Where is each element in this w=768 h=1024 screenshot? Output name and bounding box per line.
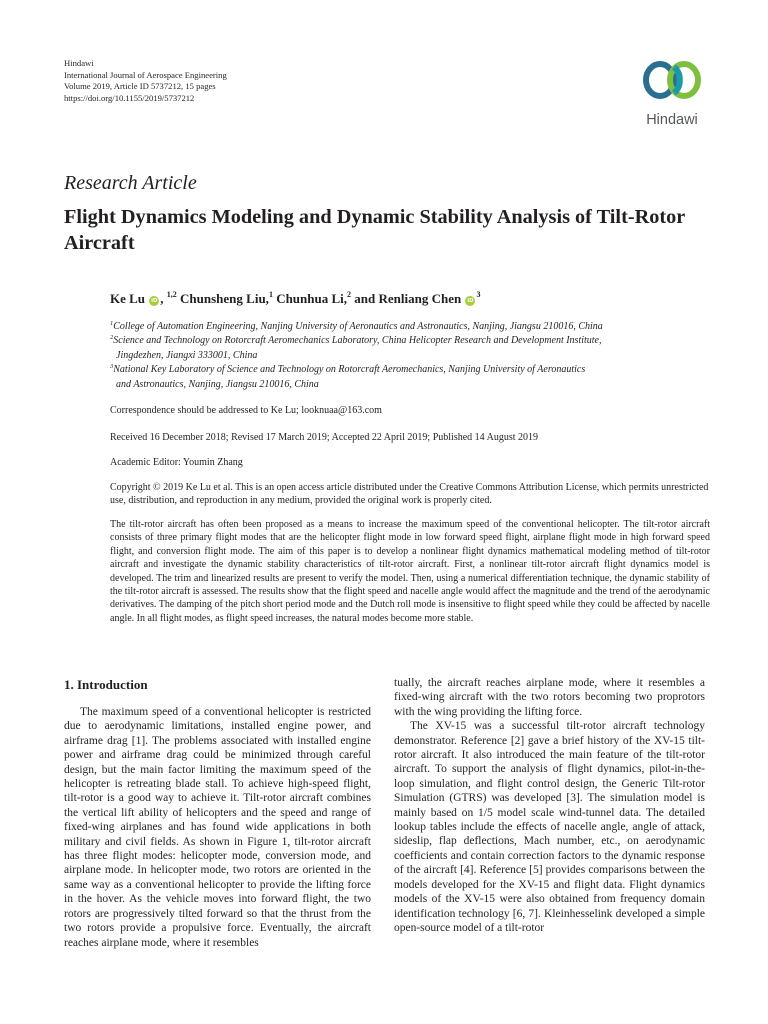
hindawi-logo[interactable]: [636, 57, 708, 129]
author-name[interactable]: Renliang Chen: [378, 291, 462, 306]
affiliation-2: [110, 334, 603, 348]
academic-editor: Academic Editor: Youmin Zhang: [110, 457, 243, 468]
affiliation-text: Science and Technology on Rotorcraft Aeromechanics Laboratory, China Helicopter Research and Development Institute,: [113, 335, 602, 347]
article-type: Research Article: [64, 172, 197, 194]
affiliation-3: [110, 363, 603, 377]
abstract: The tilt-rotor aircraft has often been proposed as a means to increase the maximum speed of the conventional helicopter. The tilt-rotor aircraft consists of three primary flight modes that are the helicopter flight mode in low forward speed flight, airplane flight mode in high forward speed flight, and conversion flight mode. The aim of this paper is to develop a nonlinear flight dynamics mathematical modeling method of tilt-rotor aircraft and investigate the dynamic stability characteristics of tilt-rotor aircraft. First, a nonlinear tilt-rotor aircraft flight dynamics model is developed. The trim and linearized results are present to verify the model. Then, using a numerical differentiation technique, the dynamic stability of the tilt-rotor aircraft is assessed. The results show that the flight speed and nacelle angle would affect the magnitude and the trend of the aerodynamic derivatives. The damping of the pitch short period mode and the Dutch roll mode is insensitive to flight speed while they could be affected by nacelle angle. In all flight modes, as flight speed increases, the natural modes become more stable.: [110, 519, 710, 624]
author-affil-sup: 1,2: [166, 290, 177, 299]
author-separator: ,: [160, 291, 167, 306]
body-column-left: [64, 705, 371, 993]
affiliation-sup: 1: [110, 320, 114, 327]
affiliation-sup: 3: [110, 363, 114, 371]
author-name[interactable]: Ke Lu: [110, 291, 146, 306]
correspondence: Correspondence should be addressed to Ke Lu; looknuaa@163.com: [110, 405, 382, 416]
author-affil-sup: 1: [268, 290, 273, 299]
affiliation-sup: 2: [110, 334, 114, 342]
section-heading: 1. Introduction: [64, 677, 148, 692]
orcid-icon[interactable]: iD: [151, 298, 158, 304]
author-affil-sup: 3: [476, 290, 481, 299]
paragraph: tually, the aircraft reaches airplane mode, where it resembles a fixed-wing aircraft with the two rotors becoming two proprotors with the wing providing the lifting force.: [394, 677, 705, 718]
author-name[interactable]: Chunhua Li,: [276, 291, 348, 306]
body-column-right: [394, 676, 705, 935]
paragraph: The maximum speed of a conventional helicopter is restricted due to aerodynamic limitations, installed engine power, and airframe drag [1]. The problems associated with installed engine power and airframe drag could be minimized through careful design, but the main factor limiting the maximum speed of the helicopter is retreating blade stall. To achieve high-speed flight, tilt-rotor is a good way to achieve it. Tilt-rotor aircraft combines the vertical lift ability of helicopters and the speed and range of fixed-wing airplanes and has found wide applications in both military and civil fields. As shown in Figure 1, tilt-rotor aircraft has three flight modes: helicopter mode, conversion mode, and airplane mode. In helicopter mode, two rotors are oriented in the same way as a conventional helicopter to provide the lifting force in the hover. As the vehicle moves into forward flight, the two rotors are progressively tilted forward so that the thrust from the two rotors provide a propulsive force. Eventually, the aircraft reaches airplane mode, where it resembles: [64, 706, 371, 949]
article-title: Flight Dynamics Modeling and Dynamic Stability Analysis of Tilt-Rotor Aircraft: [64, 206, 685, 254]
doi-link[interactable]: https://doi.org/10.1155/2019/5737212: [64, 92, 195, 103]
author-affil-sup: 2: [347, 290, 352, 299]
author-separator: and: [354, 291, 376, 306]
publication-dates: Received 16 December 2018; Revised 17 March 2019; Accepted 22 April 2019; Published 14 August 2019: [110, 432, 538, 443]
paragraph: The XV-15 was a successful tilt-rotor aircraft technology demonstrator. Reference [2] gave a brief history of the XV-15 tilt-rotor aircraft. It also introduced the main feature of the tilt-rotor aircraft. To support the analysis of flight dynamics, pilot-in-the-loop simulation, and flight control design, the Generic Tilt-rotor Simulation (GTRS) was developed [3]. The simulation model is mainly based on 1/5 model scale wind-tunnel data. The detailed lookup tables include the effects of nacelle angle, angle of attack, sideslip, flap deflections, Mach number, etc., on aerodynamic coefficients and contain correction factors to the dynamic response of the aircraft [4]. Reference [5] provides comparisons between the models developed for the XV-15 and flight data. Flight dynamics models of the XV-15 were also obtained from frequency domain identification technology [6, 7]. Kleinhesselink developed a simple open-source model of a tilt-rotor: [394, 720, 705, 934]
journal-name: International Journal of Aerospace Engineering: [64, 69, 227, 80]
author-list: [110, 291, 480, 307]
copyright-notice: Copyright © 2019 Ke Lu et al. This is an open access article distributed under the Creative Commons Attribution License, which permits unrestricted use, distribution, and reproduction in any medium, provided the original work is properly cited.: [110, 482, 709, 507]
orcid-icon[interactable]: iD: [467, 298, 474, 304]
affiliation-2-cont: Jingdezhen, Jiangxi 333001, China: [116, 349, 258, 361]
affiliation-3-cont: and Astronautics, Nanjing, Jiangsu 210016, China: [116, 378, 319, 390]
author-name[interactable]: Chunsheng Liu,: [180, 291, 269, 306]
hindawi-logo-icon: [636, 57, 708, 109]
affiliation-1: [110, 320, 603, 334]
affiliations: [110, 320, 603, 392]
affiliation-text: National Key Laboratory of Science and Technology on Rotorcraft Aeromechanics, Nanjing University of Aeronautics: [113, 364, 586, 376]
affiliation-text: College of Automation Engineering, Nanjing University of Aeronautics and Astronautics, Nanjing, Jiangsu 210016, China: [113, 321, 603, 332]
publisher-name: Hindawi: [64, 58, 94, 68]
journal-info: [64, 58, 227, 104]
volume-info: Volume 2019, Article ID 5737212, 15 pages: [64, 81, 216, 92]
logo-wordmark: Hindawi: [646, 112, 698, 128]
